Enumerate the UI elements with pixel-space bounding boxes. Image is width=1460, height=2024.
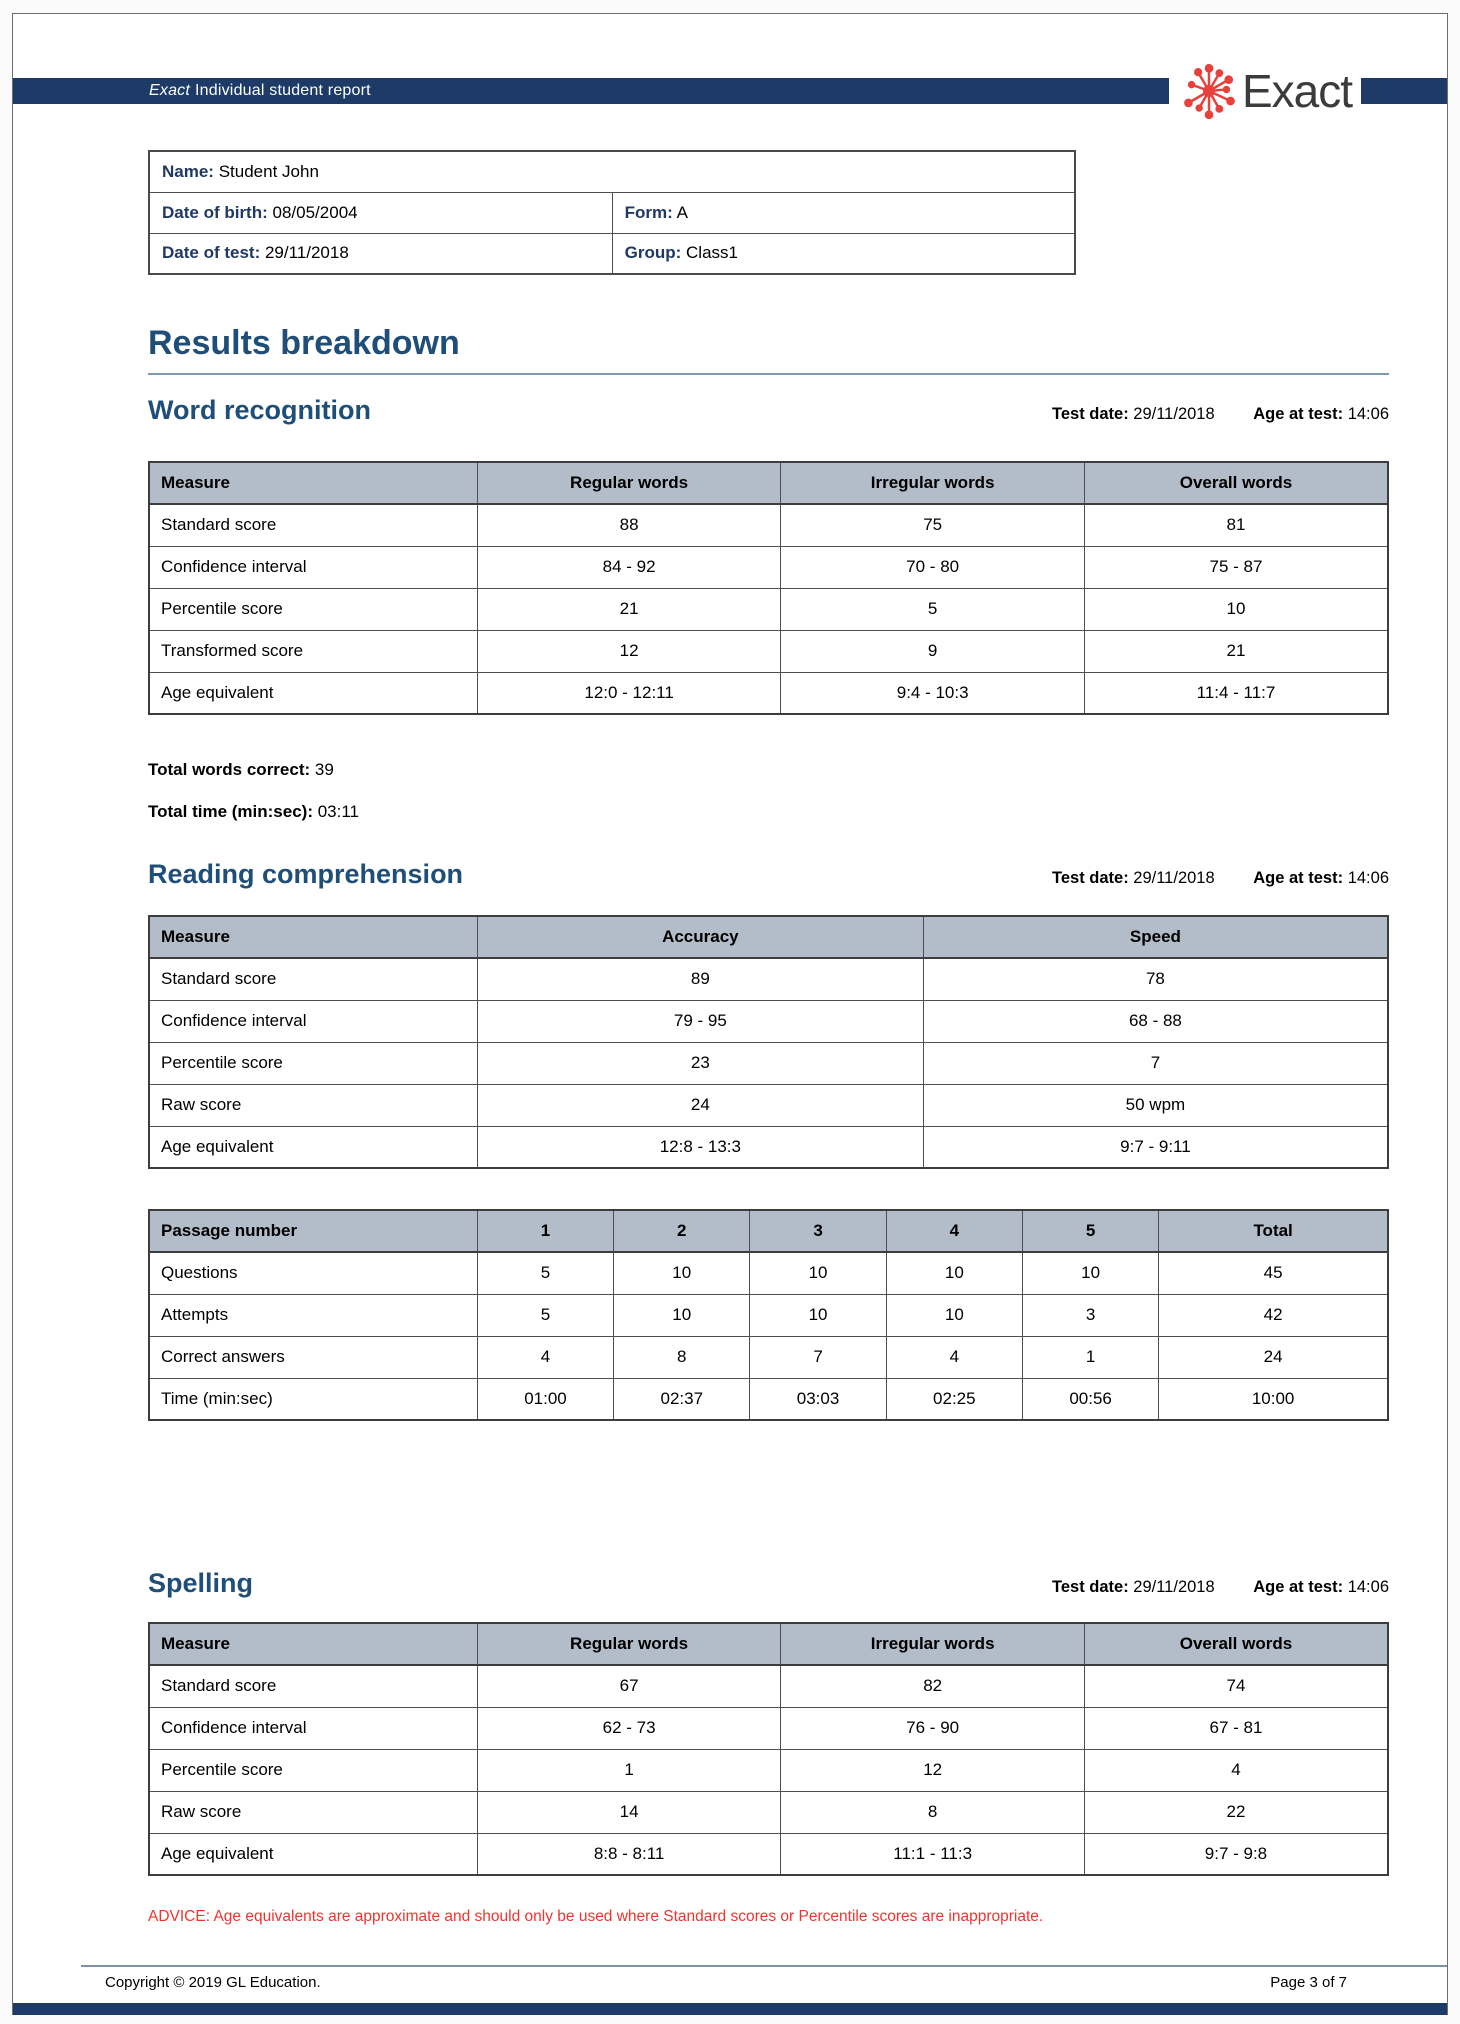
table-cell: 8 <box>614 1336 750 1378</box>
table-cell: 4 <box>1084 1749 1388 1791</box>
table-cell: 24 <box>477 1084 923 1126</box>
row-label: Percentile score <box>149 1042 477 1084</box>
table-cell: 7 <box>750 1336 886 1378</box>
student-info-table <box>148 150 1076 275</box>
table-cell: 14 <box>477 1791 781 1833</box>
column-header: Irregular words <box>781 462 1085 504</box>
table-cell: 67 <box>477 1665 781 1707</box>
table-row <box>149 192 1075 233</box>
table-cell: 10 <box>886 1294 1022 1336</box>
form-cell <box>612 192 1075 233</box>
table-row <box>149 1042 1388 1084</box>
row-label: Correct answers <box>149 1336 477 1378</box>
table-cell: 75 <box>781 504 1085 546</box>
table-cell: 24 <box>1159 1336 1388 1378</box>
table-cell: 3 <box>1022 1294 1158 1336</box>
table-cell: 5 <box>781 588 1085 630</box>
row-label: Confidence interval <box>149 1707 477 1749</box>
test-date-pair <box>1052 1578 1215 1596</box>
column-header: Measure <box>149 916 477 958</box>
age-at-test-label: Age at test: <box>1253 1578 1344 1596</box>
table-cell: 76 - 90 <box>781 1707 1085 1749</box>
section-head-reading-comprehension <box>148 857 1389 891</box>
header-bar-left <box>13 78 1169 104</box>
total-time-line <box>148 801 1389 823</box>
row-label: Standard score <box>149 1665 477 1707</box>
table-row <box>149 1252 1388 1294</box>
table-cell: 11:1 - 11:3 <box>781 1833 1085 1875</box>
table-row <box>149 958 1388 1000</box>
table-cell: 79 - 95 <box>477 1000 923 1042</box>
group-label: Group: <box>624 243 682 263</box>
table-cell: 9 <box>781 630 1085 672</box>
table-cell: 10 <box>614 1252 750 1294</box>
table-cell: 10 <box>750 1294 886 1336</box>
table-cell: 12:8 - 13:3 <box>477 1126 923 1168</box>
row-label: Raw score <box>149 1791 477 1833</box>
column-header: 2 <box>614 1210 750 1252</box>
table-cell: 75 - 87 <box>1084 546 1388 588</box>
test-date-cell <box>149 233 612 274</box>
table-cell: 9:7 - 9:11 <box>923 1126 1388 1168</box>
table-row <box>149 546 1388 588</box>
column-header: Speed <box>923 916 1388 958</box>
section-title: Reading comprehension <box>148 859 464 889</box>
age-at-test-label: Age at test: <box>1253 869 1344 887</box>
table-cell: 21 <box>477 588 781 630</box>
table-cell: 88 <box>477 504 781 546</box>
table-row <box>149 588 1388 630</box>
test-meta <box>1052 1578 1389 1597</box>
table-cell: 03:03 <box>750 1378 886 1420</box>
total-time-label: Total time (min:sec): <box>148 802 313 821</box>
test-date-label: Test date: <box>1051 869 1129 887</box>
group-cell <box>612 233 1075 274</box>
table-header-row <box>149 1210 1388 1252</box>
section-title: Word recognition <box>148 395 371 425</box>
table-header-row <box>149 916 1388 958</box>
table-cell: 84 - 92 <box>477 546 781 588</box>
table-cell: 8 <box>781 1791 1085 1833</box>
word-recognition-table <box>148 461 1389 715</box>
row-label: Time (min:sec) <box>149 1378 477 1420</box>
table-row <box>149 233 1075 274</box>
test-date-value: 29/11/2018 <box>1133 1578 1215 1596</box>
table-header-row <box>149 1623 1388 1665</box>
table-row <box>149 1126 1388 1168</box>
table-cell: 9:7 - 9:8 <box>1084 1833 1388 1875</box>
total-words-value: 39 <box>314 760 334 779</box>
row-label: Confidence interval <box>149 546 477 588</box>
column-header: Overall words <box>1084 462 1388 504</box>
table-cell: 4 <box>477 1336 613 1378</box>
passage-table <box>148 1209 1389 1421</box>
row-label: Standard score <box>149 504 477 546</box>
age-at-test-pair <box>1253 869 1389 887</box>
row-label: Raw score <box>149 1084 477 1126</box>
dob-cell <box>149 192 612 233</box>
report-page <box>12 13 1448 2015</box>
column-header: Regular words <box>477 462 781 504</box>
column-header: Accuracy <box>477 916 923 958</box>
header-bar-right <box>1361 78 1447 104</box>
test-date-value: 29/11/2018 <box>1133 869 1215 887</box>
column-header: 3 <box>750 1210 886 1252</box>
table-cell: 5 <box>477 1294 613 1336</box>
page-number: Page 3 of 7 <box>1270 1974 1347 1991</box>
row-label: Standard score <box>149 958 477 1000</box>
table-row <box>149 1336 1388 1378</box>
dob-label: Date of birth: <box>162 202 268 222</box>
column-header: 4 <box>886 1210 1022 1252</box>
table-cell: 1 <box>477 1749 781 1791</box>
table-cell: 45 <box>1159 1252 1388 1294</box>
row-label: Age equivalent <box>149 1833 477 1875</box>
advice-note: ADVICE: Age equivalents are approximate and should only be used where Standard scores or Percentile scores are inappropriate. <box>148 1908 1044 1925</box>
table-cell: 10:00 <box>1159 1378 1388 1420</box>
column-header: Overall words <box>1084 1623 1388 1665</box>
age-at-test-pair <box>1253 405 1389 423</box>
table-cell: 62 - 73 <box>477 1707 781 1749</box>
section-head-word-recognition <box>148 393 1389 427</box>
table-cell: 82 <box>781 1665 1085 1707</box>
test-meta <box>1052 869 1389 888</box>
age-at-test-value: 14:06 <box>1347 405 1389 423</box>
table-cell: 5 <box>477 1252 613 1294</box>
table-cell: 42 <box>1159 1294 1388 1336</box>
table-row <box>149 151 1075 192</box>
exact-logo <box>1169 51 1361 131</box>
table-cell: 70 - 80 <box>781 546 1085 588</box>
column-header: Regular words <box>477 1623 781 1665</box>
age-at-test-pair <box>1253 1578 1389 1596</box>
column-header: Measure <box>149 462 477 504</box>
table-cell: 22 <box>1084 1791 1388 1833</box>
report-title <box>149 82 371 100</box>
table-row <box>149 1378 1388 1420</box>
column-header: Irregular words <box>781 1623 1085 1665</box>
table-cell: 78 <box>923 958 1388 1000</box>
page-title: Results breakdown <box>148 323 1389 375</box>
table-cell: 11:4 - 11:7 <box>1084 672 1388 714</box>
table-row <box>149 1707 1388 1749</box>
table-row <box>149 1665 1388 1707</box>
table-cell: 10 <box>750 1252 886 1294</box>
row-label: Percentile score <box>149 1749 477 1791</box>
table-row <box>149 1294 1388 1336</box>
row-label: Confidence interval <box>149 1000 477 1042</box>
column-header: Measure <box>149 1623 477 1665</box>
table-row <box>149 630 1388 672</box>
report-title-rest: Individual student report <box>195 82 371 99</box>
table-cell: 10 <box>886 1252 1022 1294</box>
report-title-brand: Exact <box>149 82 191 99</box>
report-header-bar <box>13 65 1447 117</box>
table-row <box>149 672 1388 714</box>
table-cell: 67 - 81 <box>1084 1707 1388 1749</box>
row-label: Attempts <box>149 1294 477 1336</box>
table-cell: 81 <box>1084 504 1388 546</box>
table-cell: 7 <box>923 1042 1388 1084</box>
table-cell: 00:56 <box>1022 1378 1158 1420</box>
table-row <box>149 1833 1388 1875</box>
table-cell: 02:37 <box>614 1378 750 1420</box>
row-label: Questions <box>149 1252 477 1294</box>
table-cell: 68 - 88 <box>923 1000 1388 1042</box>
table-cell: 50 wpm <box>923 1084 1388 1126</box>
test-meta <box>1052 405 1389 424</box>
test-date-value: 29/11/2018 <box>264 243 349 263</box>
table-cell: 21 <box>1084 630 1388 672</box>
table-cell: 10 <box>1084 588 1388 630</box>
table-header-row <box>149 462 1388 504</box>
table-cell: 10 <box>614 1294 750 1336</box>
page-footer <box>13 1965 1447 2003</box>
age-at-test-label: Age at test: <box>1253 405 1344 423</box>
total-words-line <box>148 759 1389 781</box>
age-at-test-value: 14:06 <box>1347 1578 1389 1596</box>
red-starburst-icon <box>1178 60 1240 122</box>
form-label: Form: <box>624 202 673 222</box>
table-cell: 1 <box>1022 1336 1158 1378</box>
test-date-label: Test date: <box>1051 405 1129 423</box>
name-label: Name: <box>162 161 214 181</box>
group-value: Class1 <box>686 243 738 263</box>
table-row <box>149 1084 1388 1126</box>
reading-comprehension-table <box>148 915 1389 1169</box>
report-content <box>13 150 1447 1926</box>
test-date-pair <box>1052 405 1215 423</box>
table-row <box>149 1749 1388 1791</box>
row-label: Transformed score <box>149 630 477 672</box>
column-header: Total <box>1159 1210 1388 1252</box>
row-label: Age equivalent <box>149 1126 477 1168</box>
table-row <box>149 504 1388 546</box>
section-head-spelling <box>148 1566 1389 1600</box>
column-header: Passage number <box>149 1210 477 1252</box>
table-cell: 02:25 <box>886 1378 1022 1420</box>
table-cell: 8:8 - 8:11 <box>477 1833 781 1875</box>
exact-logo-text: Exact <box>1241 65 1353 117</box>
age-at-test-value: 14:06 <box>1347 869 1389 887</box>
student-name-cell <box>149 151 1075 192</box>
bottom-navy-bar <box>13 2003 1447 2015</box>
test-date-value: 29/11/2018 <box>1133 405 1215 423</box>
test-date-pair <box>1052 869 1215 887</box>
table-cell: 10 <box>1022 1252 1158 1294</box>
table-cell: 12 <box>781 1749 1085 1791</box>
table-cell: 12:0 - 12:11 <box>477 672 781 714</box>
row-label: Percentile score <box>149 588 477 630</box>
section-title: Spelling <box>148 1568 254 1598</box>
table-row <box>149 1000 1388 1042</box>
total-time-value: 03:11 <box>317 802 359 821</box>
column-header: 5 <box>1022 1210 1158 1252</box>
table-cell: 01:00 <box>477 1378 613 1420</box>
table-cell: 4 <box>886 1336 1022 1378</box>
spelling-table <box>148 1622 1389 1876</box>
total-words-label: Total words correct: <box>148 760 311 779</box>
table-cell: 9:4 - 10:3 <box>781 672 1085 714</box>
test-date-label: Date of test: <box>162 243 261 263</box>
copyright-text: Copyright © 2019 GL Education. <box>105 1974 321 1991</box>
dob-value: 08/05/2004 <box>272 202 358 222</box>
table-cell: 12 <box>477 630 781 672</box>
form-value: A <box>676 202 688 222</box>
table-cell: 23 <box>477 1042 923 1084</box>
table-cell: 74 <box>1084 1665 1388 1707</box>
table-cell: 89 <box>477 958 923 1000</box>
table-row <box>149 1791 1388 1833</box>
column-header: 1 <box>477 1210 613 1252</box>
test-date-label: Test date: <box>1051 1578 1129 1596</box>
name-value: Student John <box>218 161 319 181</box>
row-label: Age equivalent <box>149 672 477 714</box>
